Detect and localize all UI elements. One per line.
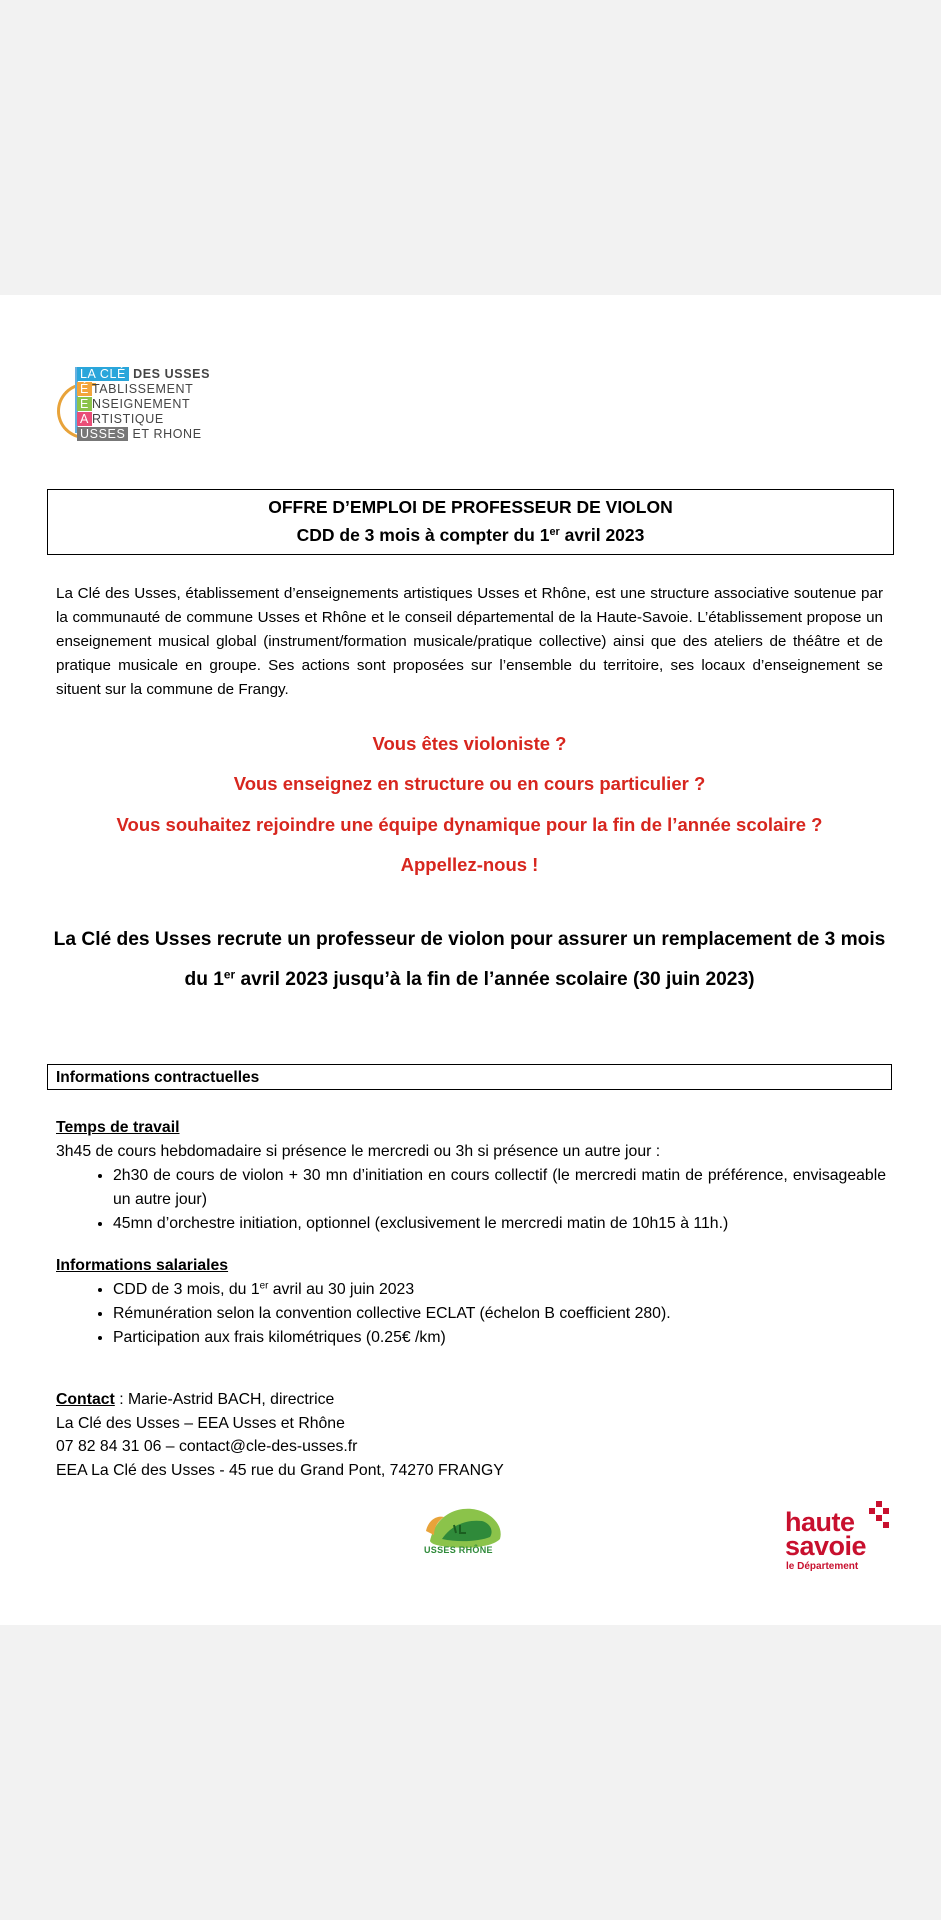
logo-row-4-text: RTISTIQUE: [91, 412, 164, 426]
work-time-intro: 3h45 de cours hebdomadaire si présence le mercredi ou 3h si présence un autre jour :: [56, 1143, 661, 1160]
contact-line-4: EEA La Clé des Usses - 45 rue du Grand Pont, 74270 FRANGY: [56, 1461, 504, 1479]
salary-item: • Rémunération selon la convention collective ECLAT (échelon B coefficient 280).: [113, 1302, 886, 1326]
logo-row-2-highlight: É: [77, 382, 92, 396]
logo-row-1-highlight: LA CLÉ: [77, 367, 129, 381]
logo-square: [876, 1501, 882, 1507]
usses-rhone-caption: USSES RHÔNE: [424, 1545, 493, 1555]
work-time-heading: Temps de travail: [56, 1119, 180, 1136]
title-box: [47, 489, 894, 555]
haute-savoie-line-2: savoie: [785, 1531, 867, 1561]
logo-square: [876, 1515, 882, 1521]
callout-2: Vous enseignez en structure ou en cours particulier ?: [233, 773, 706, 794]
salary-section: [56, 1254, 886, 1350]
work-time-section: [56, 1116, 886, 1236]
logo-row-2-text: TABLISSEMENT: [91, 382, 194, 396]
callout-4: Appellez-nous !: [400, 854, 539, 875]
callout-1: Vous êtes violoniste ?: [372, 733, 567, 754]
logo-square: [883, 1508, 889, 1514]
title-line-1: OFFRE D’EMPLOI DE PROFESSEUR DE VIOLON: [268, 497, 673, 517]
salary-item: • CDD de 3 mois, du 1er avril au 30 juin 2023: [113, 1278, 886, 1302]
logo-row-5-text: ET RHONE: [128, 427, 202, 441]
salary-heading: Informations salariales: [56, 1257, 229, 1274]
callout-3: Vous souhaitez rejoindre une équipe dynamique pour la fin de l’année scolaire ?: [116, 814, 823, 835]
recruit-statement: [47, 920, 892, 1000]
usses-rhone-leaf-icon: [420, 1503, 510, 1551]
logo-square: [869, 1508, 875, 1514]
logo-row-5-highlight: USSES: [77, 427, 128, 441]
work-time-item: • 2h30 de cours de violon + 30 mn d’initiation en cours collectif (le mercredi matin de préférence, envisageable un autre jour): [113, 1164, 886, 1212]
recruit-line-1: La Clé des Usses recrute un professeur de violon pour assurer un remplacement de 3 mois: [53, 929, 886, 950]
cle-des-usses-logo: [57, 367, 232, 447]
logo-row-1-text: DES USSES: [129, 367, 211, 381]
contract-info-heading: Informations contractuelles: [47, 1064, 892, 1090]
haute-savoie-line-3: le Département: [786, 1561, 859, 1572]
salary-item: • Participation aux frais kilométriques (0.25€ /km): [113, 1326, 886, 1350]
usses-rhone-logo: [420, 1503, 510, 1565]
title-line-2: CDD de 3 mois à compter du 1er avril 2023: [296, 525, 645, 545]
contact-block: [56, 1388, 504, 1482]
logo-row-4-highlight: A: [77, 412, 92, 426]
contact-line-2: La Clé des Usses – EEA Usses et Rhône: [56, 1414, 345, 1432]
recruit-line-2: du 1er avril 2023 jusqu’à la fin de l’année scolaire (30 juin 2023): [184, 967, 755, 990]
contact-line-3: 07 82 84 31 06 – contact@cle-des-usses.fr: [56, 1438, 358, 1455]
salary-list: [56, 1278, 886, 1350]
logo-row-3-highlight: E: [77, 397, 92, 411]
haute-savoie-logo: [784, 1501, 894, 1571]
haute-savoie-line-1: haute: [785, 1507, 855, 1537]
contact-heading: Contact: [56, 1391, 115, 1408]
work-time-list: [56, 1164, 886, 1236]
logo-square: [883, 1522, 889, 1528]
logo-row-3-text: NSEIGNEMENT: [91, 397, 191, 411]
work-time-item: • 45mn d’orchestre initiation, optionnel (exclusivement le mercredi matin de 10h15 à 11h.): [113, 1212, 886, 1236]
document-page: [0, 295, 941, 1625]
intro-paragraph: La Clé des Usses, établissement d’enseignements artistiques Usses et Rhône, est une structure associative soutenue par la communauté de commune Usses et Rhône et le conseil départemental de la Haute-Savoie. L’établissement propose un enseignement musical global (instrument/formation musicale/pratique collective) ainsi que des ateliers de théâtre et de pratique musicale en groupe. Ses actions sont proposées sur l’ensemble du territoire, ses locaux d’enseignement se situent sur la commune de Frangy.: [56, 585, 883, 698]
contact-line-1: Contact : Marie-Astrid BACH, directrice: [56, 1391, 335, 1408]
